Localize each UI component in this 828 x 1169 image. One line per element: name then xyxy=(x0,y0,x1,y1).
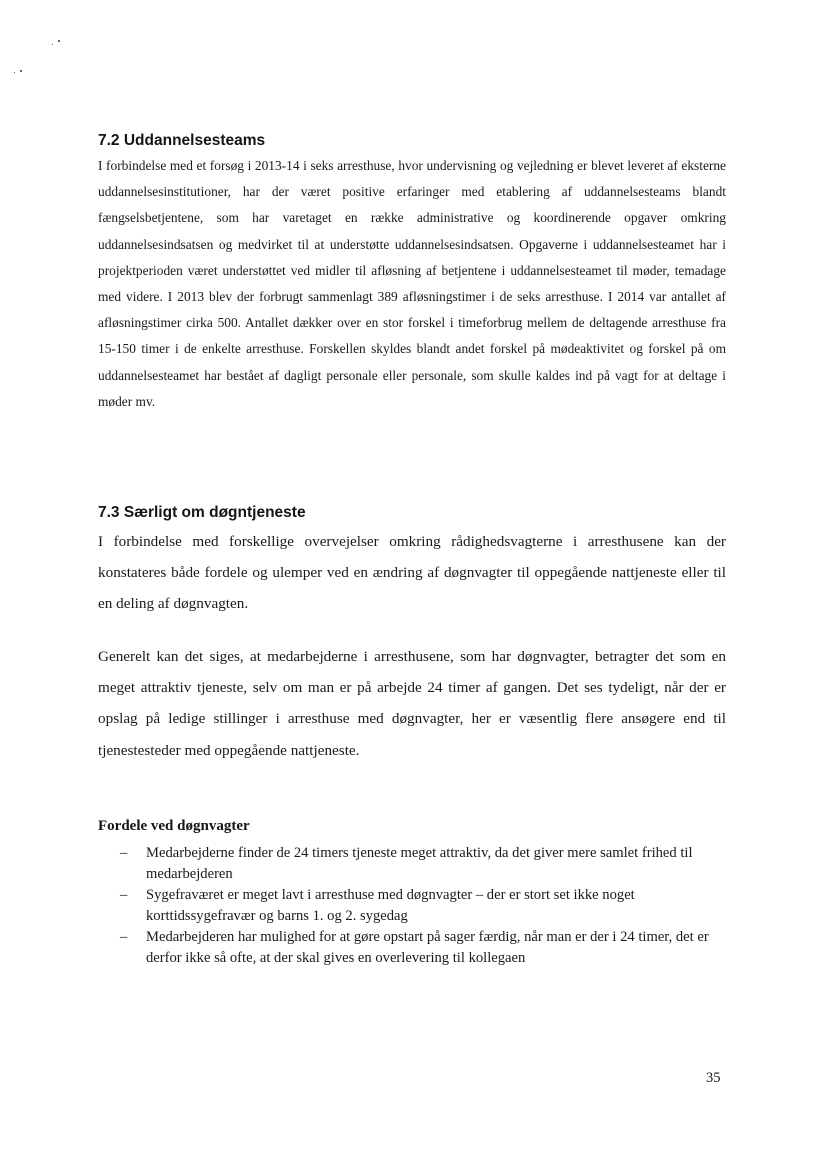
list-item-text: Sygefraværet er meget lavt i arresthuse med døgnvagter – der er stort set ikke noget korttidssygefravær og barns 1. og 2. sygedag xyxy=(146,887,635,924)
dash-bullet: – xyxy=(120,887,128,903)
section-7-3-paragraph-1: I forbindelse med forskellige overvejelser omkring rådighedsvagterne i arresthusene kan der konstateres både fordele og ulemper ved en ændring af døgnvagter til oppegående nattjeneste eller til en deling af døgnvagten. xyxy=(98,533,726,613)
list-item-text: Medarbejderne finder de 24 timers tjeneste meget attraktiv, da det giver mere samlet frihed til medarbejderen xyxy=(146,845,693,882)
section-7-2-paragraph: I forbindelse med et forsøg i 2013-14 i seks arresthuse, hvor undervisning og vejledning er blevet leveret af eksterne uddannelsesinstitutioner, har der været positive erfaringer med etablering af uddannelsesteams blandt fængselsbetjentene, som har varetaget en række administrative og koordinerende opgaver omkring uddannelsesindsatsen og medvirket til at understøtte uddannelsesindsatsen. Opgaverne i uddannelsesteamet har i projektperioden været understøttet ved midler til afløsning af betjentene i uddannelsesteamet til møder, temadage med videre. I 2013 blev der forbrugt sammenlagt 389 afløsningstimer i de seks arresthuse. I 2014 var antallet af afløsningstimer cirka 500. Antallet dækker over en stor forskel i timeforbrug mellem de deltagende arresthuse fra 15-150 timer i de enkelte arresthuse. Forskellen skyldes blandt andet forskel på mødeaktivitet og forskel på om uddannelsesteamet har bestået af dagligt personale eller personale, som skulle kaldes ind på vagt for at deltage i møder mv. xyxy=(98,158,726,409)
scan-speck xyxy=(14,72,15,73)
scan-speck xyxy=(20,70,22,72)
dash-bullet: – xyxy=(120,845,128,861)
page-number: 35 xyxy=(706,1070,721,1086)
advantages-list xyxy=(98,843,726,969)
list-item xyxy=(98,885,726,927)
section-7-2-heading: 7.2 Uddannelsesteams xyxy=(98,132,266,149)
advantages-heading: Fordele ved døgnvagter xyxy=(98,818,250,834)
dash-bullet: – xyxy=(120,929,128,945)
section-7-3-heading: 7.3 Særligt om døgntjeneste xyxy=(98,504,306,521)
list-item xyxy=(98,927,726,969)
list-item xyxy=(98,843,726,885)
list-item-text: Medarbejderen har mulighed for at gøre opstart på sager færdig, når man er der i 24 timer, det er derfor ikke så ofte, at der skal gives en overlevering til kollegaen xyxy=(146,929,709,966)
scan-speck xyxy=(52,44,53,45)
section-7-3-paragraph-2: Generelt kan det siges, at medarbejderne i arresthusene, som har døgnvagter, betragter det som en meget attraktiv tjeneste, selv om man er på arbejde 24 timer af gangen. Det ses tydeligt, når der er opslag på ledige stillinger i arresthuse med døgnvagter, her er væsentlig flere ansøgere end til tjenestesteder med oppegående nattjeneste. xyxy=(98,648,726,759)
scan-speck xyxy=(58,40,60,42)
